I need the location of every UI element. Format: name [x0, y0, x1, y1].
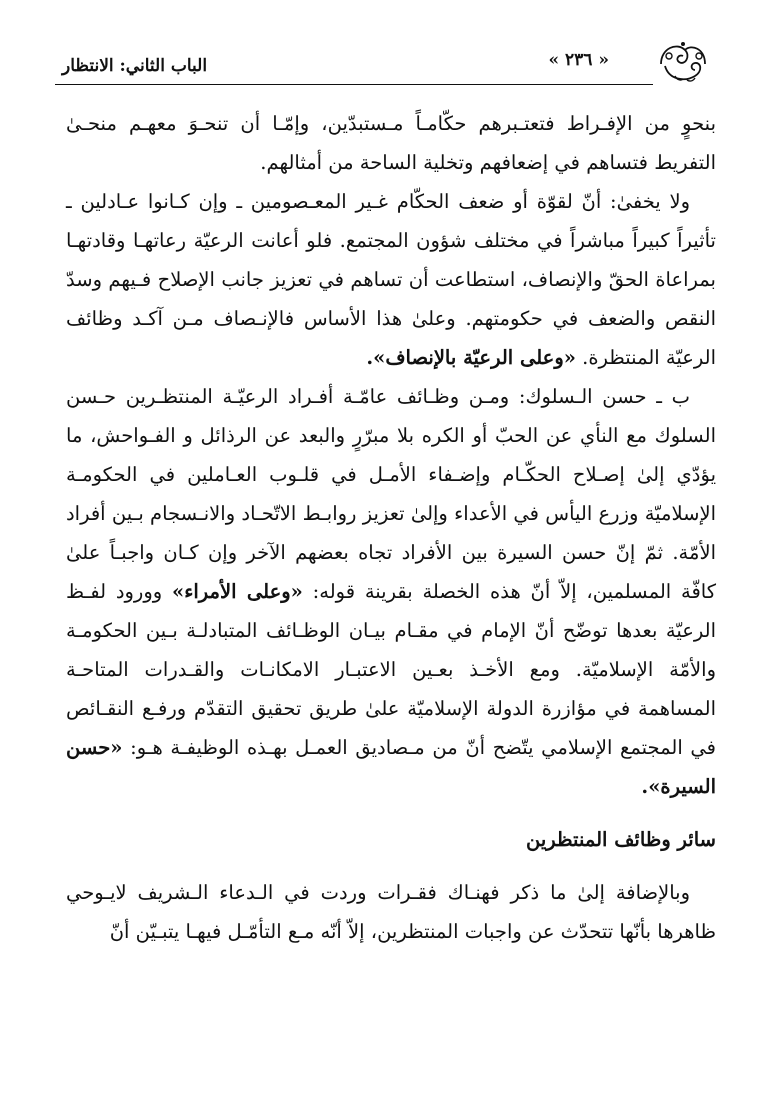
chapter-title: الباب الثاني: الانتظار [62, 56, 208, 76]
paragraph-3-quote-2: «حسن السيرة». [66, 736, 716, 798]
paragraph-1 [66, 104, 716, 182]
paragraph-3-quote: «وعلى الأمراء» [172, 580, 303, 603]
section-heading: سائر وظائف المنتظرين [526, 828, 716, 851]
header-rule [55, 84, 653, 85]
paragraph-1-text: بنحوٍ من الإفـراط فتعتـبرهم حكّامـاً مـستبدّين، وإمّـا أن تنحـوَ معهـم منحـیٰ التفريط فتساهم في إضعافهم وتخلية الساحة من أمثالهم. [66, 112, 716, 174]
paragraph-3 [66, 377, 716, 806]
page-number: « ٢٣٦ » [548, 50, 609, 70]
floral-ornament-icon [655, 36, 711, 88]
page-body [66, 104, 716, 951]
paragraph-3-text-a: ب ـ حسن الـسلوك: ومـن وظـائف عامّـة أفـراد الرعيّـة المنتظـرين حـسن السلوك مع النأي عن الحبّ أو الكره بلا مبرّرٍ والبعد عن الرذائل و الفـواحش، ما يؤدّي إلىٰ إصـلاح الحكّـام وإضـفاء الأمـل في قلـوب العـاملين في الحكومـة الإسلاميّة وزرع اليأس في الأعداء وإلىٰ تعزيز روابـط الاتّحـاد والانـسجام بـين أفراد الأمّة. ثمّ إنّ حسن السيرة بين الأفراد تجاه بعضهم الآخر وإن كـان واجبـاً علىٰ كافّة المسلمين، إلاّ أنّ هذه الخصلة بقرينة قوله: [66, 385, 717, 603]
paragraph-3-text-b: وورود لفـظ الرعيّة بعدها توضّح أنّ الإمام في مقـام بيـان الوظـائف المتبادلـة بـين الحكومـة والأمّة الإسلاميّة. ومع الأخـذ بعـين الاعتبـار الامكانـات والقـدرات المتاحـة المساهمة في مؤازرة الدولة الإسلاميّة علىٰ طريق تحقيق التقدّم ورفـع النقـائص في المجتمع الإسلامي يتّضح أنّ من مـصاديق العمـل بهـذه الوظيفـة هـو: [66, 580, 716, 759]
paragraph-2 [66, 182, 716, 377]
paragraph-2-text: ولا يخفىٰ: أنّ لقوّة أو ضعف الحكّام غـير المعـصومين ـ وإن كـانوا عـادلين ـ تأثيراً كبيراً مباشراً في مختلف شؤون المجتمع. فلو أعانت الرعيّة رعاتهـا وقادتهـا بمراعاة الحقّ والإنصاف، استطاعت أن تساهم في تعزيز جانب الإصلاح فـيهم وسدّ النقص والضعف في حكومتهم. وعلىٰ هذا الأساس فالإنـصاف مـن آكـد وظائف الرعيّة المنتظرة. [66, 190, 716, 369]
paragraph-4 [66, 873, 716, 951]
paragraph-2-quote: «وعلى الرعيّة بالإنصاف». [366, 346, 576, 369]
page-header [0, 0, 779, 100]
paragraph-4-text: وبالإضافة إلىٰ ما ذكر فهنـاك فقـرات وردت في الـدعاء الـشريف لايـوحي ظاهرها بأنّها تتحدّث عن واجبات المنتظرين، إلاّ أنّه مـع التأمّـل فيهـا يتبـيّن أنّ [66, 881, 716, 943]
